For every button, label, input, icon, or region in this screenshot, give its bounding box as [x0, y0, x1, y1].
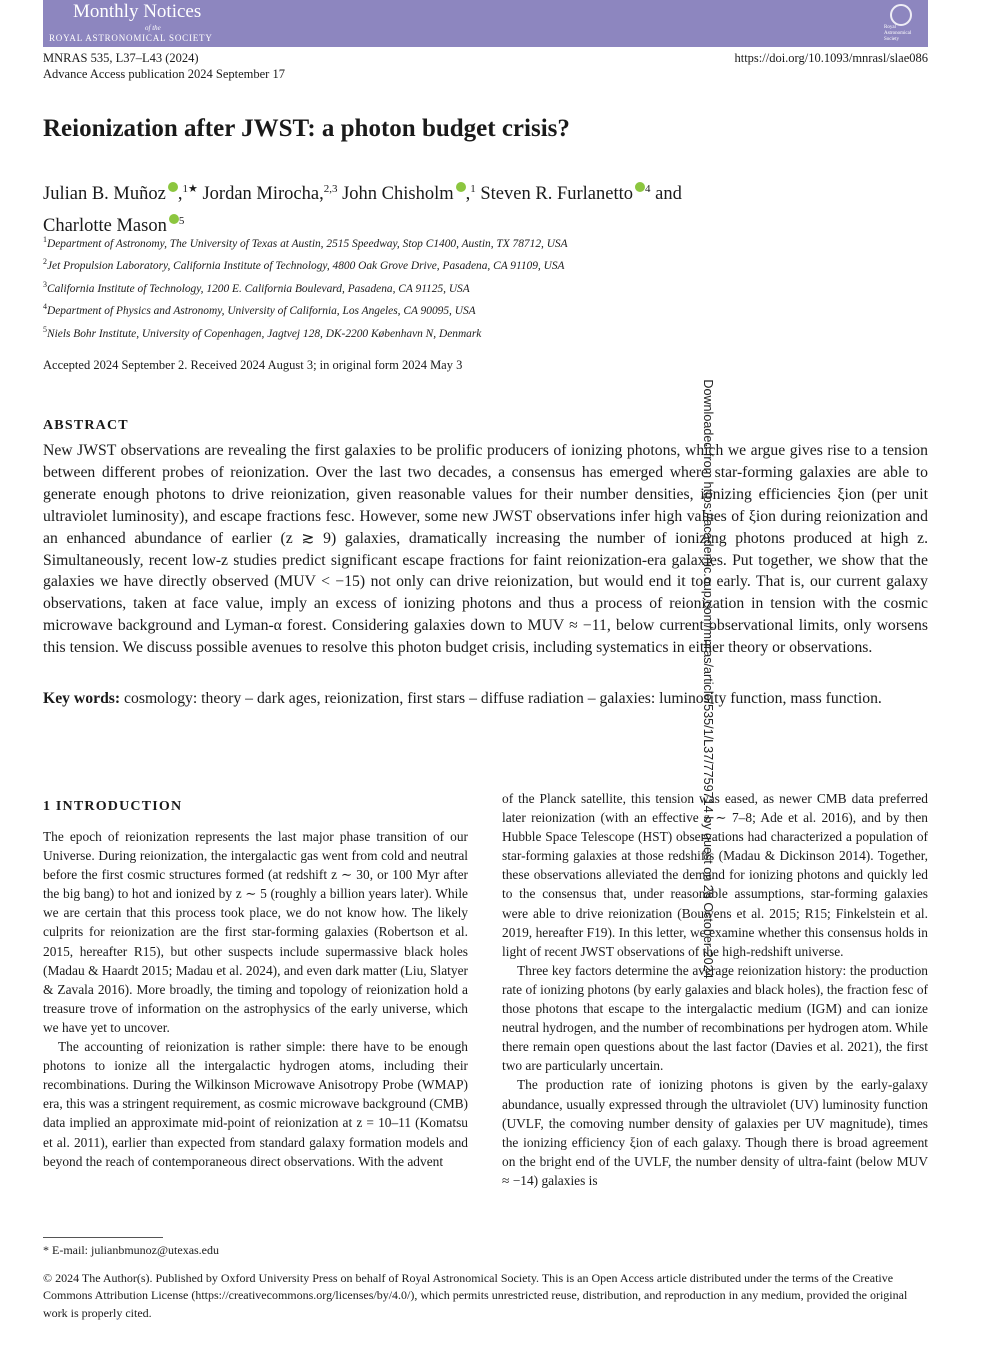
author-sup: 1 [470, 183, 476, 195]
society-seal-icon [890, 4, 912, 26]
right-column [502, 789, 928, 1190]
journal-name: Monthly Notices [73, 1, 202, 22]
section-heading: 1 INTRODUCTION [43, 799, 183, 814]
orcid-icon[interactable] [635, 182, 645, 192]
seal-text: Royal Astronomical Society [884, 25, 912, 42]
download-note: Downloaded from https://academic.oup.com/mnras/article/535/1/L37/7759714 by guest on 28 October 2024 [701, 379, 715, 979]
abstract-text: New JWST observations are revealing the first galaxies to be prolific producers of ionizing photons, which we argue gives rise to a tension between different probes of reionization. Over the last two decades, a consensus has emerged where star-forming galaxies are able to generate enough photons to drive reionization, given reasonable values for their number densities, ionizing efficiencies ξion (per unit ultraviolet luminosity), and escape fractions fesc. However, some new JWST observations infer high values of ξion during reionization and an enhanced abundance of earlier (z ≳ 9) galaxies, dramatically increasing the number of ionizing photons produced at high z. Simultaneously, recent low-z studies predict significant escape fractions for faint reionization-era galaxies. Put together, we show that the galaxies we have directly observed (MUV < −15) not only can drive reionization, but would end it too early. That is, our current galaxy observations, taken at face value, imply an excess of ionizing photons and thus a process of reionization in tension with the cosmic microwave background and Lyman-α forest. Considering galaxies down to MUV ≈ −11, below current observational limits, only worsens this tension. We discuss possible avenues to resolve this photon budget crisis, including systematics in either theory or observations. [43, 442, 928, 657]
affiliation: $^3$California Institute of Technology, 1200 E. California Boulevard, Pasadena, CA 91125, USA [43, 279, 470, 295]
author-mirocha[interactable]: Jordan Mirocha, [202, 184, 324, 205]
affiliation: $^2$Jet Propulsion Laboratory, California Institute of Technology, 4800 Oak Grove Drive, Pasadena, CA 91109, USA [43, 257, 565, 273]
keywords-text: cosmology: theory – dark ages, reionization, first stars – diffuse radiation – galaxies: luminosity function, mass function. [124, 690, 882, 707]
footnote-rule [43, 1237, 163, 1238]
affiliation: $^4$Department of Physics and Astronomy, University of California, Los Angeles, CA 90095, USA [43, 302, 476, 317]
orcid-icon[interactable] [456, 182, 466, 192]
paragraph: Three key factors determine the average reionization history: the production rate of ionizing photons (by early galaxies and black holes), the fraction fesc of those photons that escape to the intergalactic medium (IGM) and can ionize neutral hydrogen, and the number of recombinations per hydrogen atom. While there remain open questions about the last factor (Davies et al. 2021), the first two are particularly uncertain. [502, 962, 928, 1074]
affiliation: $^5$Niels Bohr Institute, University of Copenhagen, Jagtvej 128, DK-2200 København N, Denmark [43, 324, 482, 340]
paragraph: The accounting of reionization is rather simple: there have to be enough photons to ionize all the intergalactic hydrogen atoms, including their recombinations. During the Wilkinson Microwave Anisotropy Probe (WMAP) era, this was a stringent requirement, as cosmic microwave background (CMB) data implied an approximate mid-point of reionization at z = 10–11 (Komatsu et al. 2011), earlier than expected from standard galaxy formation models and beyond the reach of contemporaneous direct observations. With the advent [43, 1039, 468, 1169]
author-munoz[interactable]: Julian B. Muñoz [43, 184, 166, 205]
paragraph: The production rate of ionizing photons is given by the early-galaxy abundance, usually expressed through the ultraviolet (UV) luminosity function (UVLF, the comoving number density of galaxies per UV magnitude), times the ionizing efficiency ξion of each galaxy. Though there is broad agreement on the bright end of the UVLF, the number density of ultra-faint (below MUV ≈ −14) galaxies is [502, 1077, 928, 1188]
affiliation: $^1$Department of Astronomy, The University of Texas at Austin, 2515 Speedway, Stop C1400, Austin, TX 78712, USA [43, 235, 568, 250]
society-name: ROYAL ASTRONOMICAL SOCIETY [49, 33, 213, 43]
affiliations [43, 231, 568, 343]
accepted-dates: Accepted 2024 September 2. Received 2024 August 3; in original form 2024 May 3 [43, 358, 463, 372]
author-and: and [655, 184, 682, 205]
author-furlanetto[interactable]: Steven R. Furlanetto [480, 184, 633, 205]
author-mason[interactable]: Charlotte Mason [43, 216, 167, 237]
email-footnote[interactable]: * E-mail: julianbmunoz@utexas.edu [43, 1243, 220, 1257]
keywords [43, 688, 928, 710]
abstract-heading: ABSTRACT [43, 418, 129, 433]
left-column [43, 827, 468, 1171]
author-sup: 5 [178, 215, 185, 228]
author-sup: 1★ [182, 183, 198, 195]
paragraph: of the Planck satellite, this tension was eased, as newer CMB data preferred later reionization (with an effective z ∼ 7–8; Ade et al. 2016), and by then Hubble Space Telescope (HST) observations had characterized a population of star-forming galaxies at those redshifts (Madau & Dickinson 2014). Together, these observations alleviated the demand for ionizing photons and quickly led to the consensus that, under reasonable assumptions, star-forming galaxies were able to drive reionization (Bouwens et al. 2015; R15; Finkelstein et al. 2019, hereafter F19). In this letter, we examine whether this consensus holds in light of recent JWST observations of the high-redshift universe. [502, 791, 928, 959]
orcid-icon[interactable] [168, 182, 178, 192]
journal-banner [43, 0, 928, 47]
author-list: Julian B. Muñoz ,$^{1★}$ Jordan Mirocha,$^{2,3}$ John Chisholm ,$^1$ Steven R. Furlanetto $^4$ and Charlotte Mason $^5$ [43, 183, 682, 237]
doi-link[interactable]: https://doi.org/10.1093/mnrasl/slae086 [734, 51, 928, 65]
paper-title: Reionization after JWST: a photon budget crisis? [43, 115, 570, 142]
paragraph: The epoch of reionization represents the last major phase transition of our Universe. During reionization, the intergalactic gas went from cold and neutral before the first cosmic structures formed (at redshift z ∼ 30, or 100 Myr after the big bang) to hot and ionized by z ∼ 5 (roughly a billion years later). While we are certain that this process took place, we do not know how. The likely culprits for reionization are the first star-forming galaxies (Robertson et al. 2015, hereafter R15), but other suspects include supermassive black holes (Madau & Haardt 2015; Madau et al. 2024), and even dark matter (Liu, Slatyer & Zavala 2016). More broadly, the timing and topology of reionization hold a treasure trove of information on the astrophysics of the early universe, which we have yet to uncover. [43, 829, 468, 1035]
author-chisholm[interactable]: John Chisholm [342, 184, 454, 205]
author-sup: 4 [644, 183, 651, 195]
citation: MNRAS 535, L37–L43 (2024) [43, 51, 199, 65]
advance-access: Advance Access publication 2024 September 17 [43, 67, 285, 81]
author-sup: 2,3 [323, 183, 338, 195]
orcid-icon[interactable] [169, 214, 179, 224]
keywords-label: Key words: [43, 690, 121, 707]
journal-of: of the [145, 24, 161, 32]
copyright-notice: © 2024 The Author(s). Published by Oxford University Press on behalf of Royal Astronomical Society. This is an Open Access article distributed under the terms of the Creative Commons Attribution License (https://creativecommons.org/licenses/by/4.0/), which permits unrestricted reuse, distribution, and reproduction in any medium, provided the original work is properly cited. [43, 1271, 908, 1320]
